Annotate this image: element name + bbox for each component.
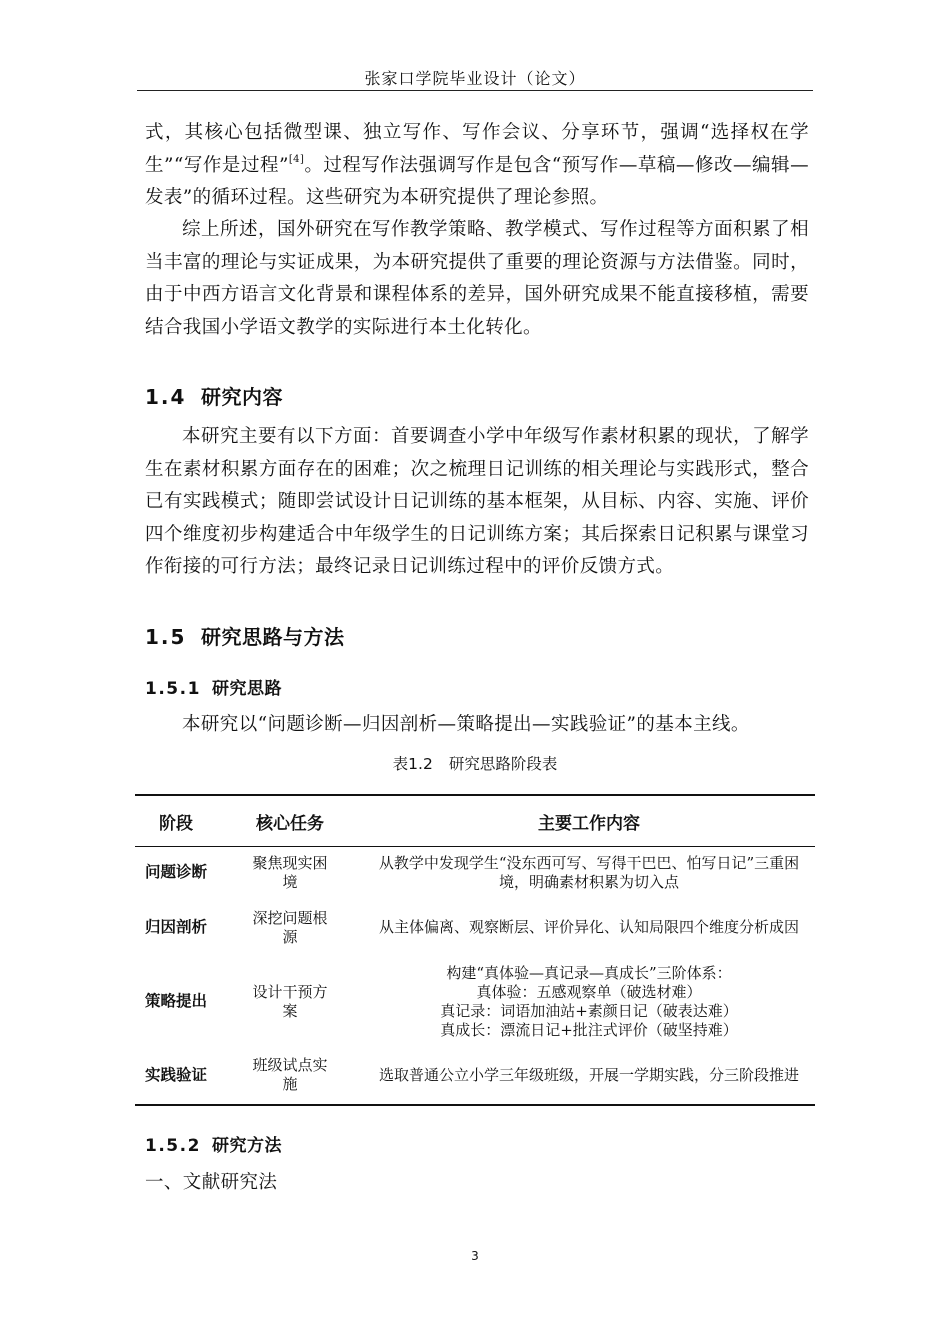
research-stages-table	[135, 794, 815, 1106]
content-line: 真记录：词语加油站+素颜日记（破表达难）	[440, 1001, 738, 1020]
column-header-task: 核心任务	[217, 795, 363, 847]
content-line: 选取普通公立小学三年级班级，开展一学期实践，分三阶段推进	[378, 1065, 799, 1084]
column-header-stage: 阶段	[135, 795, 217, 847]
content-cell	[363, 957, 815, 1047]
task-cell: 深挖问题根源	[252, 908, 328, 946]
section-heading-1-5	[145, 621, 345, 650]
content-line: 真成长：漂流日记+批注式评价（破坚持难）	[440, 1020, 738, 1039]
subsection-heading-1-5-2	[145, 1131, 282, 1156]
task-cell: 设计干预方案	[252, 982, 328, 1020]
method-heading: 一、文献研究法	[145, 1172, 278, 1193]
task-cell: 聚焦现实困境	[252, 853, 328, 891]
stage-cell: 问题诊断	[144, 863, 207, 882]
stage-cell: 归因剖析	[144, 918, 207, 936]
subsection-title: 研究思路	[212, 679, 282, 699]
table-row	[135, 1047, 815, 1105]
table-number: 表1.2	[392, 755, 433, 773]
paragraph-research-approach: 本研究以“问题诊断—归因剖析—策略提出—实践验证”的基本主线。	[182, 714, 750, 735]
content-cell	[363, 847, 815, 899]
citation-ref[interactable]: [4]	[288, 153, 305, 165]
content-cell	[363, 899, 815, 957]
subsection-title: 研究方法	[212, 1136, 282, 1156]
subsection-heading-1-5-1	[145, 674, 282, 699]
table-row	[135, 899, 815, 957]
stage-cell: 实践验证	[135, 1047, 217, 1105]
section-number: 1.4	[145, 385, 187, 409]
page-number: 3	[471, 1249, 479, 1263]
table-title: 研究思路阶段表	[448, 755, 558, 773]
subsection-number: 1.5.2	[145, 1136, 201, 1156]
table-caption	[137, 752, 813, 774]
paragraph-summary: 综上所述，国外研究在写作教学策略、教学模式、写作过程等方面积累了相当丰富的理论与实证成果，为本研究提供了重要的理论资源与方法借鉴。同时，由于中西方语言文化背景和课程体系的差异，国外研究成果不能直接移植，需要结合我国小学语文教学的实际进行本土化转化。	[145, 219, 809, 338]
content-line: 构建“真体验—真记录—真成长”三阶体系：	[446, 963, 732, 982]
paragraph-continued	[145, 117, 809, 215]
section-heading-1-4	[145, 381, 283, 410]
paragraph-text: 。过程写作法强调写作是包含“预写作—草稿—修改—编辑—发表”的循环过程。这些研究为本研究提供了理论参照。	[145, 154, 809, 208]
section-title: 研究内容	[201, 385, 283, 409]
content-line: 从主体偏离、观察断层、评价异化、认知局限四个维度分析成因	[378, 918, 799, 936]
header-rule	[137, 90, 813, 91]
subsection-number: 1.5.1	[145, 679, 201, 699]
paragraph-research-content: 本研究主要有以下方面：首要调查小学中年级写作素材积累的现状，了解学生在素材积累方面存在的困难；次之梳理日记训练的相关理论与实践形式，整合已有实践模式；随即尝试设计日记训练的基本框架，从目标、内容、实施、评价四个维度初步构建适合中年级学生的日记训练方案；其后探索日记积累与课堂习作衔接的可行方法；最终记录日记训练过程中的评价反馈方式。	[145, 426, 809, 577]
task-cell: 班级试点实施	[217, 1047, 363, 1105]
content-cell	[363, 1047, 815, 1105]
stage-cell: 策略提出	[144, 992, 207, 1010]
paragraph-text: 式，其核心包括微型课、独立写作、写作会议、分享环节，强调“选择权在学生”“写作是过程”	[145, 122, 809, 176]
content-line: 从教学中发现学生“没东西可写、写得干巴巴、怕写日记”三重困境，明确素材积累为切入点	[378, 853, 800, 891]
section-title: 研究思路与方法	[201, 625, 345, 649]
table-row	[135, 847, 815, 899]
content-line: 真体验：五感观察单（破选材难）	[476, 982, 702, 1001]
table-header-row	[135, 795, 815, 847]
running-header: 张家口学院毕业设计（论文）	[364, 69, 586, 88]
section-number: 1.5	[145, 625, 187, 649]
column-header-content: 主要工作内容	[363, 795, 815, 847]
table-row	[135, 957, 815, 1047]
